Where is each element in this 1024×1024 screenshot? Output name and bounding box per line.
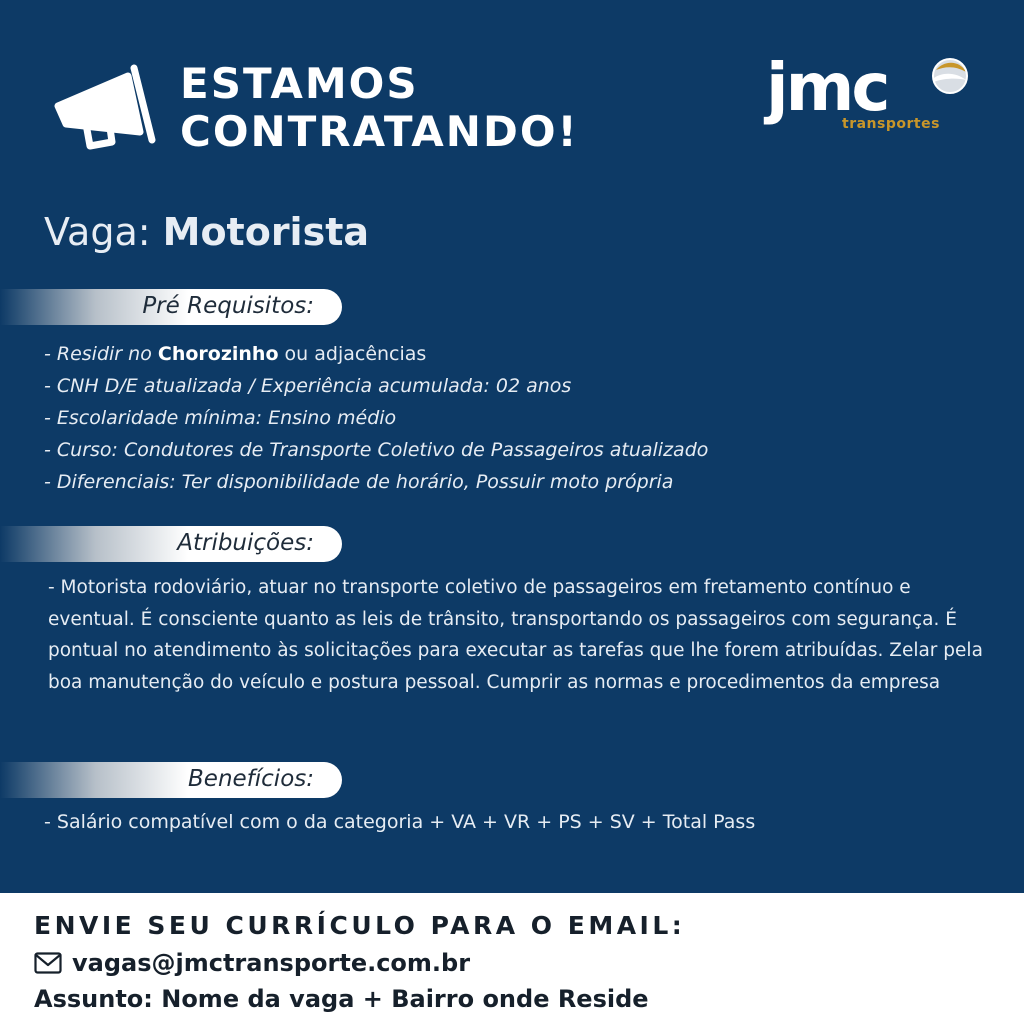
headline-line-1: ESTAMOS [180, 59, 419, 108]
atribuicoes-heading-pill [0, 526, 342, 562]
subject-instructions: Assunto: Nome da vaga + Bairro onde Reside [34, 985, 649, 1013]
job-title [44, 210, 369, 254]
company-logo [766, 48, 976, 138]
job-title-prefix: Vaga: [44, 210, 163, 254]
atribuicoes-heading: Atribuições: [177, 530, 314, 556]
list-item: - CNH D/E atualizada / Experiência acumulada: 02 anos [44, 375, 572, 397]
mail-icon [34, 952, 62, 974]
email-link[interactable]: vagas@jmctransporte.com.br [72, 949, 471, 977]
requisitos-heading: Pré Requisitos: [142, 293, 314, 319]
email-row [34, 949, 470, 977]
job-title-value: Motorista [162, 210, 370, 254]
headline [180, 60, 579, 156]
cta-heading: ENVIE SEU CURRÍCULO PARA O EMAIL: [34, 911, 686, 940]
beneficios-text: - Salário compatível com o da categoria + VA + VR + PS + SV + Total Pass [44, 811, 756, 833]
beneficios-heading-pill [0, 762, 342, 798]
footer [0, 893, 1024, 1024]
req-item-1-prefix: - Residir no [44, 343, 158, 365]
globe-icon [930, 56, 970, 96]
headline-line-2: CONTRATANDO! [180, 107, 579, 156]
logo-wordmark: jmc [766, 49, 888, 126]
req-item-1-location: Chorozinho [157, 343, 279, 365]
atribuicoes-text: - Motorista rodoviário, atuar no transporte coletivo de passageiros em fretamento contínuo e eventual. É consciente quanto as leis de trânsito, transportando os passageiros com segurança. É pontual no atendimento às solicitações para executar as tarefas que lhe forem atribuídas. Zelar pela boa manutenção do veículo e postura pessoal. Cumprir as normas e procedimentos da empresa [48, 577, 983, 693]
logo-subtitle: transportes [842, 116, 940, 132]
requisitos-list [44, 338, 708, 498]
beneficios-heading: Benefícios: [188, 766, 314, 792]
megaphone-icon [50, 62, 160, 154]
list-item: - Escolaridade mínima: Ensino médio [44, 407, 397, 429]
list-item: - Curso: Condutores de Transporte Coletivo de Passageiros atualizado [44, 439, 709, 461]
req-item-1-suffix: ou adjacências [278, 343, 427, 365]
list-item [44, 338, 708, 370]
list-item: - Diferenciais: Ter disponibilidade de horário, Possuir moto própria [44, 471, 674, 493]
requisitos-heading-pill [0, 289, 342, 325]
